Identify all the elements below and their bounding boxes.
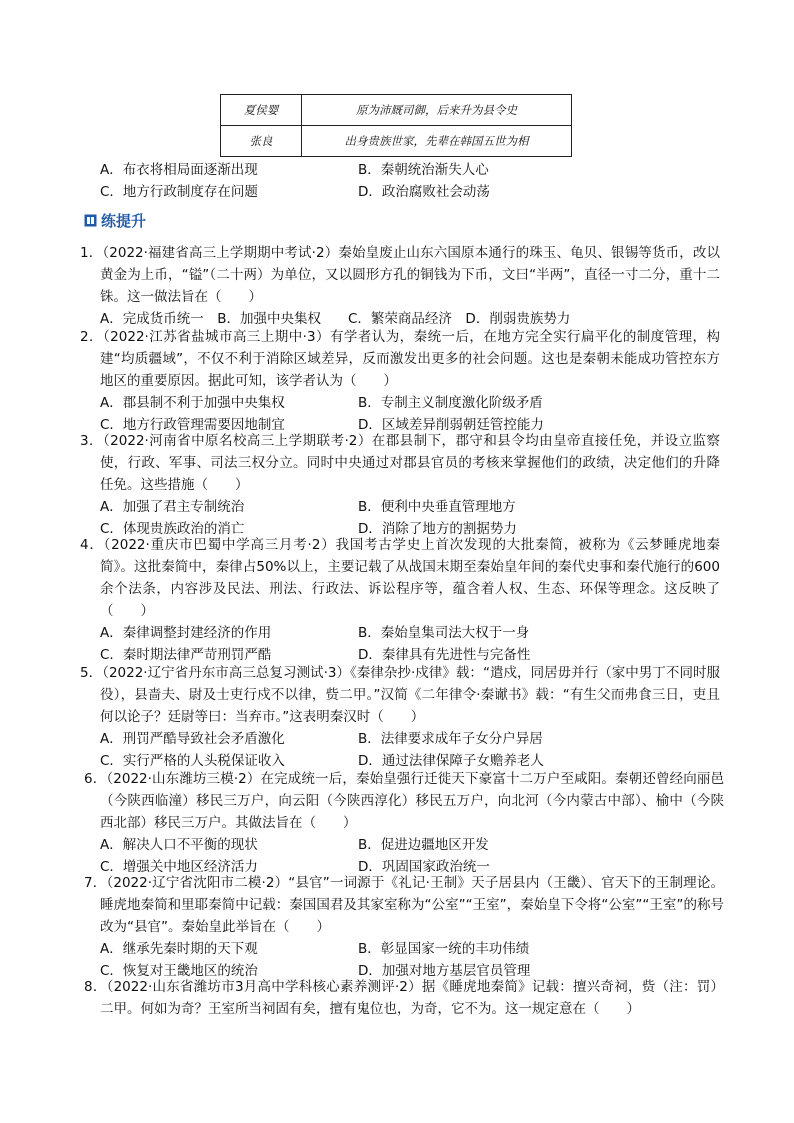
option-a: A．刑罚严酷导致社会矛盾激化: [100, 731, 285, 747]
option-b: B．秦朝统治渐失人心: [358, 162, 489, 178]
question-stem: （2022·山东潍坊三模·2）在完成统一后，秦始皇强行迁徙天下豪富十二万户至咸阳。秦朝还曾经向丽邑（今陕西临潼）移民三万户，向云阳（今陕西淳化）移民五万户，向北河（今内蒙古中部）、榆中（今陕西北部）移民三万户。其做法旨在（ ）: [100, 771, 725, 831]
table-row: [221, 95, 572, 126]
option-c: C．秦时期法律严苛刑罚严酷: [100, 647, 272, 663]
question-4: [80, 534, 720, 666]
table-cell-name: 张良: [221, 126, 302, 157]
prev-question-options: [100, 159, 720, 203]
option-b: B．秦始皇集司法大权于一身: [358, 625, 530, 641]
table-row: [221, 126, 572, 157]
option-b: B．专制主义制度激化阶级矛盾: [358, 395, 543, 411]
option-c: C．地方行政管理需要因地制宜: [100, 417, 285, 433]
question-number: 7．: [84, 875, 107, 891]
option-line: A．完成货币统一 B．加强中央集权 C．繁荣商品经济 D．削弱贵族势力: [100, 311, 571, 327]
section-title: 练提升: [101, 212, 147, 230]
question-stem: （2022·山东省潍坊市3月高中学科核心素养测评·2）据《睡虎地秦简》记载：擅兴奇祠，赀（注：罚）二甲。何如为奇？王室所当祠固有矣，擅有鬼位也，为奇，它不为。这一规定意在（ ）: [100, 979, 725, 1017]
question-number: 5．: [80, 665, 103, 681]
option-a: A．继承先秦时期的天下观: [100, 941, 258, 957]
option-a: A．解决人口不平衡的现状: [100, 837, 258, 853]
question-stem: （2022·辽宁省沈阳市二模·2）“县官”一词源于《礼记·王制》天子居县内（王畿）、官天下的王制理论。睡虎地秦简和里耶秦简中记载：秦国国君及其家室称为“公室”“王室”，秦始皇下令将“公室”“王室”的称号改为“县官”。秦始皇此举旨在（ ）: [100, 875, 724, 935]
table-cell-desc: 原为沛厩司御，后来升为县令史: [302, 95, 572, 126]
option-c: C．恢复对王畿地区的统治: [100, 963, 258, 979]
question-number: 2．: [80, 329, 103, 345]
question-number: 8．: [84, 979, 107, 995]
question-stem: （2022·福建省高三上学期期中考试·2）秦始皇废止山东六国原本通行的珠玉、龟贝、银锡等货币，改以黄金为上币，“镒”（二十两）为单位，又以圆形方孔的铜钱为下币，文曰“半两”，直径一寸二分，重十二铢。这一做法旨在（ ）: [100, 245, 721, 305]
option-a: A．布衣将相局面逐渐出现: [100, 162, 258, 178]
info-table: [220, 94, 572, 157]
question-7: [84, 872, 724, 982]
option-c: C．地方行政制度存在问题: [100, 184, 258, 200]
option-d: D．政治腐败社会动荡: [358, 184, 490, 200]
question-number: 1．: [80, 245, 103, 261]
question-number: 3．: [80, 433, 103, 449]
option-d: D．区域差异削弱朝廷管控能力: [358, 417, 544, 433]
table-cell-desc: 出身贵族世家，先辈在韩国五世为相: [302, 126, 572, 157]
option-b: B．便利中央垂直管理地方: [358, 499, 516, 515]
option-a: A．秦律调整封建经济的作用: [100, 625, 272, 641]
option-d: D．加强对地方基层官员管理: [358, 963, 531, 979]
option-b: B．彰显国家一统的丰功伟绩: [358, 941, 530, 957]
question-stem: （2022·江苏省盐城市高三上期中·3）有学者认为，秦统一后，在地方完全实行扁平化的制度管理，构建“均质疆域”，不仅不利于消除区域差异，反而激发出更多的社会问题。这也是秦朝未能成功管控东方地区的重要原因。据此可知，该学者认为（ ）: [100, 329, 720, 389]
question-stem: （2022·辽宁省丹东市高三总复习测试·3）《秦律杂抄·戍律》载：“遣戍，同居毋并行（家中男丁不同时服役），县啬夫、尉及士吏行戍不以律，赀二甲。”汉简《二年律令·秦谳书》载：“有生父而弗食三日，吏且何以论子？廷尉等曰：当弃市。”这表明秦汉时（ ）: [100, 665, 721, 725]
question-2: [80, 326, 720, 436]
question-number: 4．: [80, 537, 104, 553]
question-stem: （2022·重庆市巴蜀中学高三月考·2）我国考古学史上首次发现的大批秦简，被称为《云梦睡虎地秦简》。这批秦简中，秦律占50%以上，主要记载了从战国末期至秦始皇年间的秦代史事和秦代施行的600余个法条，内容涉及民法、刑法、行政法、诉讼程序等，蕴含着人权、生态、环保等理念。这反映了（ ）: [100, 537, 721, 619]
option-d: D．消除了地方的割据势力: [358, 521, 517, 537]
question-3: [80, 430, 720, 540]
option-a: A．郡县制不利于加强中央集权: [100, 395, 285, 411]
section-heading: [84, 210, 146, 231]
option-c: C．增强关中地区经济活力: [100, 859, 258, 875]
option-d: D．通过法律保障子女赡养老人: [358, 753, 544, 769]
question-5: [80, 662, 720, 772]
option-c: C．实行严格的人头税保证收入: [100, 753, 285, 769]
question-stem: （2022·河南省中原名校高三上学期联考·2）在郡县制下，郡守和县令均由皇帝直接任免，并设立监察使，行政、军事、司法三权分立。同时中央通过对郡县官员的考核来掌握他们的政绩，决定他们的升降任免。这些措施（ ）: [100, 433, 720, 493]
option-b: B．促进边疆地区开发: [358, 837, 489, 853]
option-d: D．秦律具有先进性与完备性: [358, 647, 531, 663]
question-8: [84, 976, 724, 1020]
option-b: B．法律要求成年子女分户异居: [358, 731, 543, 747]
table-cell-name: 夏侯婴: [221, 95, 302, 126]
book-icon: [84, 214, 97, 227]
question-1: [80, 242, 720, 330]
option-c: C．体现贵族政治的消亡: [100, 521, 245, 537]
option-a: A．加强了君主专制统治: [100, 499, 245, 515]
question-number: 6．: [84, 771, 107, 787]
question-6: [84, 768, 724, 878]
option-d: D．巩固国家政治统一: [358, 859, 490, 875]
